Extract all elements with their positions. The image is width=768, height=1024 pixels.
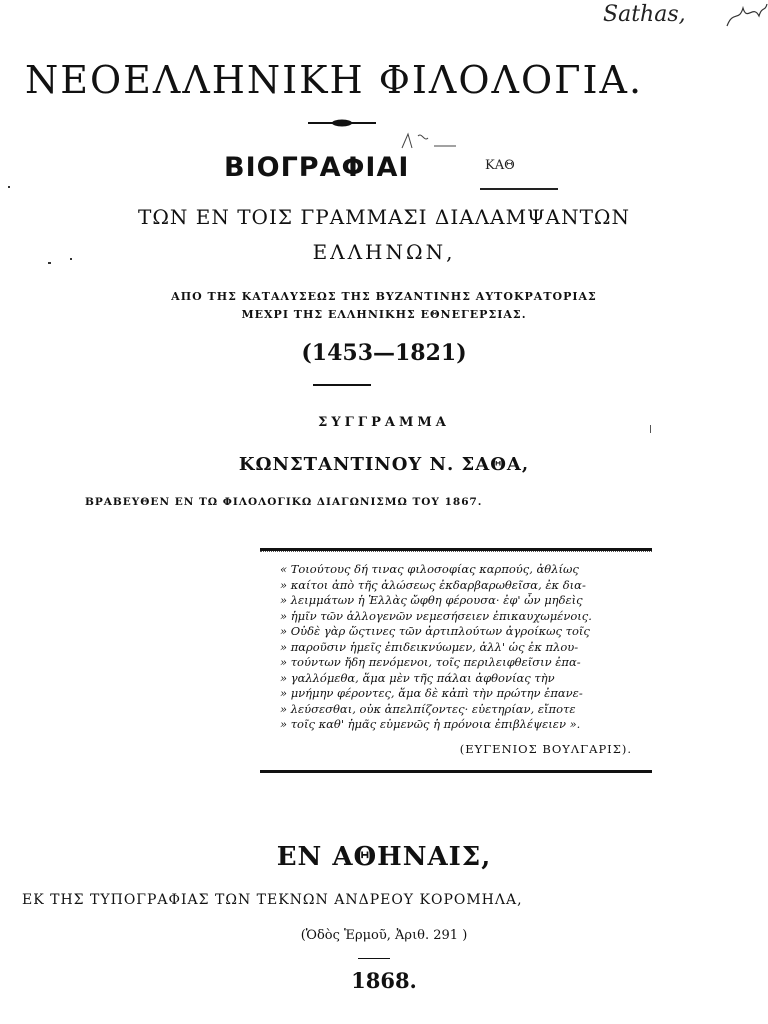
award-note: ΒΡΑΒΕΥΘΕΝ ΕΝ ΤΩ ΦΙΛΟΛΟΓΙΚΩ ΔΙΑΓΩΝΙΣΜΩ ΤΟΥ 1867. [85, 496, 483, 508]
subtitle-line-2: ΕΛΛΗΝΩΝ, [312, 240, 456, 264]
years: (1453—1821) [301, 340, 467, 366]
imprint-address: (Ὁδὸς Ἑρμοῦ, Ἀριθ. 291 ) [300, 928, 468, 943]
handwritten-scrawl [725, 0, 768, 30]
scan-speck [48, 262, 51, 264]
page-title: ΝΕΟΕΛΛΗΝΙΚΗ ΦΙΛΟΛΟΓΙΑ. [25, 58, 644, 102]
epigraph-top-dots [260, 551, 652, 552]
epigraph-line: » τοῖς καθ' ἡμᾶς εὐμενῶς ἡ πρόνοια ἐπιβλέψειεν ». [280, 717, 581, 731]
imprint-rule [358, 958, 390, 959]
handwritten-note: Sathas, [603, 2, 686, 27]
handwritten-mark: ΚΑΘ [485, 158, 515, 173]
epigraph-line: » τούντων ἤδη πενόμενοι, τοῖς περιλειφθεῖσιν ἐπα- [280, 655, 581, 669]
epigraph-line: » γαλλόμεθα, ἅμα μὲν τῆς πάλαι ἀφθονίας τὴν [280, 670, 555, 685]
divider-rule [313, 384, 371, 386]
handwritten-scribble [398, 128, 468, 154]
pen-stroke [480, 188, 558, 190]
period-line-1: ΑΠΟ ΤΗΣ ΚΑΤΑΛΥΣΕΩΣ ΤΗΣ ΒΥΖΑΝΤΙΝΗΣ ΑΥΤΟΚΡΑΤΟΡΙΑΣ [171, 290, 597, 303]
epigraph-line: » λεύσεσθαι, οὐκ ἀπελπίζοντες· εὐετηρίαν, εἴποτε [280, 701, 576, 716]
epigraph-line: » Οὐδὲ γὰρ ὥςτινες τῶν ἀρτιπλούτων ἀγροίκως τοῖς [280, 624, 590, 638]
syggramma-label: ΣΥΓΓΡΑΜΜΑ [318, 415, 450, 430]
epigraph-line: » καίτοι ἀπὸ τῆς ἁλώσεως ἐκδαρβαρωθεῖσα, ἐκ δια- [280, 577, 586, 592]
epigraph-box [260, 548, 652, 773]
epigraph-line: » παροῦσιν ἡμεῖς ἐπιδεικνύωμεν, ἀλλ' ὡς ἐκ πλου- [280, 639, 579, 654]
epigraph-bottom-rule [260, 770, 652, 773]
imprint-press: ΕΚ ΤΗΣ ΤΥΠΟΓΡΑΦΙΑΣ ΤΩΝ ΤΕΚΝΩΝ ΑΝΔΡΕΟΥ ΚΟΡΟΜΗΛΑ, [22, 892, 523, 908]
epigraph-line: » μνήμην φέροντες, ἅμα δὲ κἀπὶ τὴν πρώτην ἐπανε- [280, 686, 583, 700]
imprint-year: 1868. [351, 968, 417, 993]
epigraph-attribution: (ΕΥΓΕΝΙΟΣ ΒΟΥΛΓΑΡΙΣ). [459, 742, 632, 756]
scan-speck [650, 425, 651, 433]
epigraph-line: « Τοιούτους δή τινας φιλοσοφίας καρπούς, ἀθλίως [280, 562, 579, 576]
subtitle-line-1: ΤΩΝ ΕΝ ΤΟΙΣ ΓΡΑΜΜΑΣΙ ΔΙΑΛΑΜΨΑΝΤΩΝ [137, 205, 630, 229]
scan-speck [8, 186, 10, 188]
subtitle: ΒΙΟΓΡΑΦΙΑΙ [224, 152, 410, 183]
ornament-divider [308, 118, 376, 128]
scan-speck [70, 258, 72, 260]
epigraph-text [280, 562, 650, 733]
period-line-2: ΜΕΧΡΙ ΤΗΣ ΕΛΛΗΝΙΚΗΣ ΕΘΝΕΓΕΡΣΙΑΣ. [241, 308, 527, 321]
epigraph-line: » λειμμάτων ἡ Ἑλλὰς ὤφθη φέρουσα· ἐφ' ὧν μηδεὶς [280, 593, 583, 607]
imprint-city: ΕΝ ΑΘΗΝΑΙΣ, [276, 842, 492, 872]
author-name: ΚΩΝΣΤΑΝΤΙΝΟΥ Ν. ΣΑΘΑ, [238, 454, 530, 475]
epigraph-line: » ἡμῖν τῶν ἀλλογενῶν νεμεσήσειεν ἐπικαυχωμένοις. [280, 608, 592, 623]
